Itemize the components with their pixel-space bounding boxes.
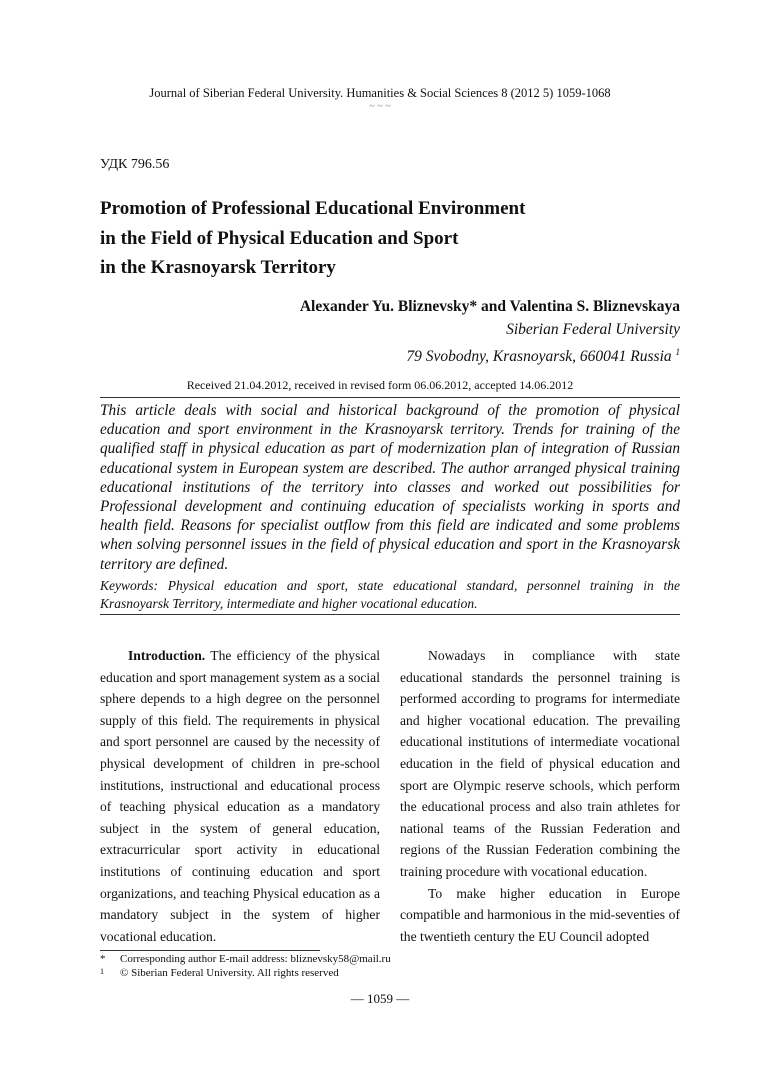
abstract: This article deals with social and historical background of the promotion of physical education and sport environment in the Krasnoyarsk territory. Trends for training of the qualified staff in physical education as part of modernization plan of integration of Russian educational system in European system are described. The author arranged physical training educational institutions of the territory into classes and worked out possibilities for Professional development and continuing education of specialists working in sports and health field. Reasons for specialist outflow from this field are indicated and some problems when solving personnel issues in the field of physical education and sport in the Krasnoyarsk territory are defined. (100, 402, 680, 573)
footnote-divider (100, 950, 320, 951)
right-column (400, 645, 680, 947)
footnote-text: Corresponding author E-mail address: bliznevsky58@mail.ru (120, 953, 391, 965)
footnote-mark: 1 (100, 967, 104, 976)
intro-paragraph (100, 645, 380, 947)
paragraph: To make higher education in Europe compatible and harmonious in the mid-seventies of the twentieth century the EU Council adopted (400, 885, 680, 944)
keywords: Keywords: Physical education and sport, state educational standard, personnel training in the Krasnoyarsk Territory, intermediate and higher vocational education. (100, 578, 680, 611)
address-text: 79 Svobodny, Krasnoyarsk, 660041 Russia (406, 348, 672, 366)
article-title (100, 194, 660, 283)
footnote-mark: * (100, 953, 106, 965)
intro-heading: Introduction. (128, 648, 206, 663)
left-column (100, 645, 380, 947)
address (300, 341, 680, 368)
paragraph-text: The efficiency of the physical education and sport management system as a social sphere depends to a high degree on the personnel supply of this field. The requirements in physical and sport personnel are caused by the necessity of physical development of children in pre-school institutions, instructional and educational process of teaching physical education as a mandatory subject in the system of general education, extracurricular sport activity in educational institutions of continuing education and sport organizations, and teaching Physical education as a mandatory subject in the system of higher vocational education. (100, 648, 380, 944)
footnote-text: © Siberian Federal University. All rights reserved (120, 967, 339, 979)
title-line: in the Field of Physical Education and Sport (100, 227, 459, 249)
affiliation: Siberian Federal University (506, 321, 680, 338)
title-line: in the Krasnoyarsk Territory (100, 257, 336, 278)
header-ornament: ~ ~ ~ (369, 101, 391, 112)
udk-code: УДК 796.56 (100, 157, 170, 172)
paragraph: Nowadays in compliance with state educational standards the personnel training is performed according to programs for intermediate and higher vocational education. The prevailing educational institutions of intermediate vocational education in the field of physical education and sport are Olympic reserve schools, which perform the educational process and also train athletes for national teams of the Russian Federation and regions of the Russian Federation combining the training procedure with vocational education. (400, 648, 680, 879)
received-dates: Received 21.04.2012, received in revised form 06.06.2012, accepted 14.06.2012 (186, 378, 574, 392)
divider (100, 614, 680, 615)
title-line: Promotion of Professional Educational Environment (100, 198, 526, 219)
author-block (300, 295, 680, 368)
footnote-mark: 1 (675, 347, 680, 357)
journal-header: Journal of Siberian Federal University. Humanities & Social Sciences 8 (2012 5) 1059-1068 (149, 86, 611, 100)
footnote (100, 953, 391, 965)
page-number: — 1059 — (350, 991, 410, 1006)
footnote (100, 967, 339, 979)
divider (100, 397, 680, 398)
author-names: Alexander Yu. Bliznevsky* and Valentina S. Bliznevskaya (299, 298, 680, 315)
